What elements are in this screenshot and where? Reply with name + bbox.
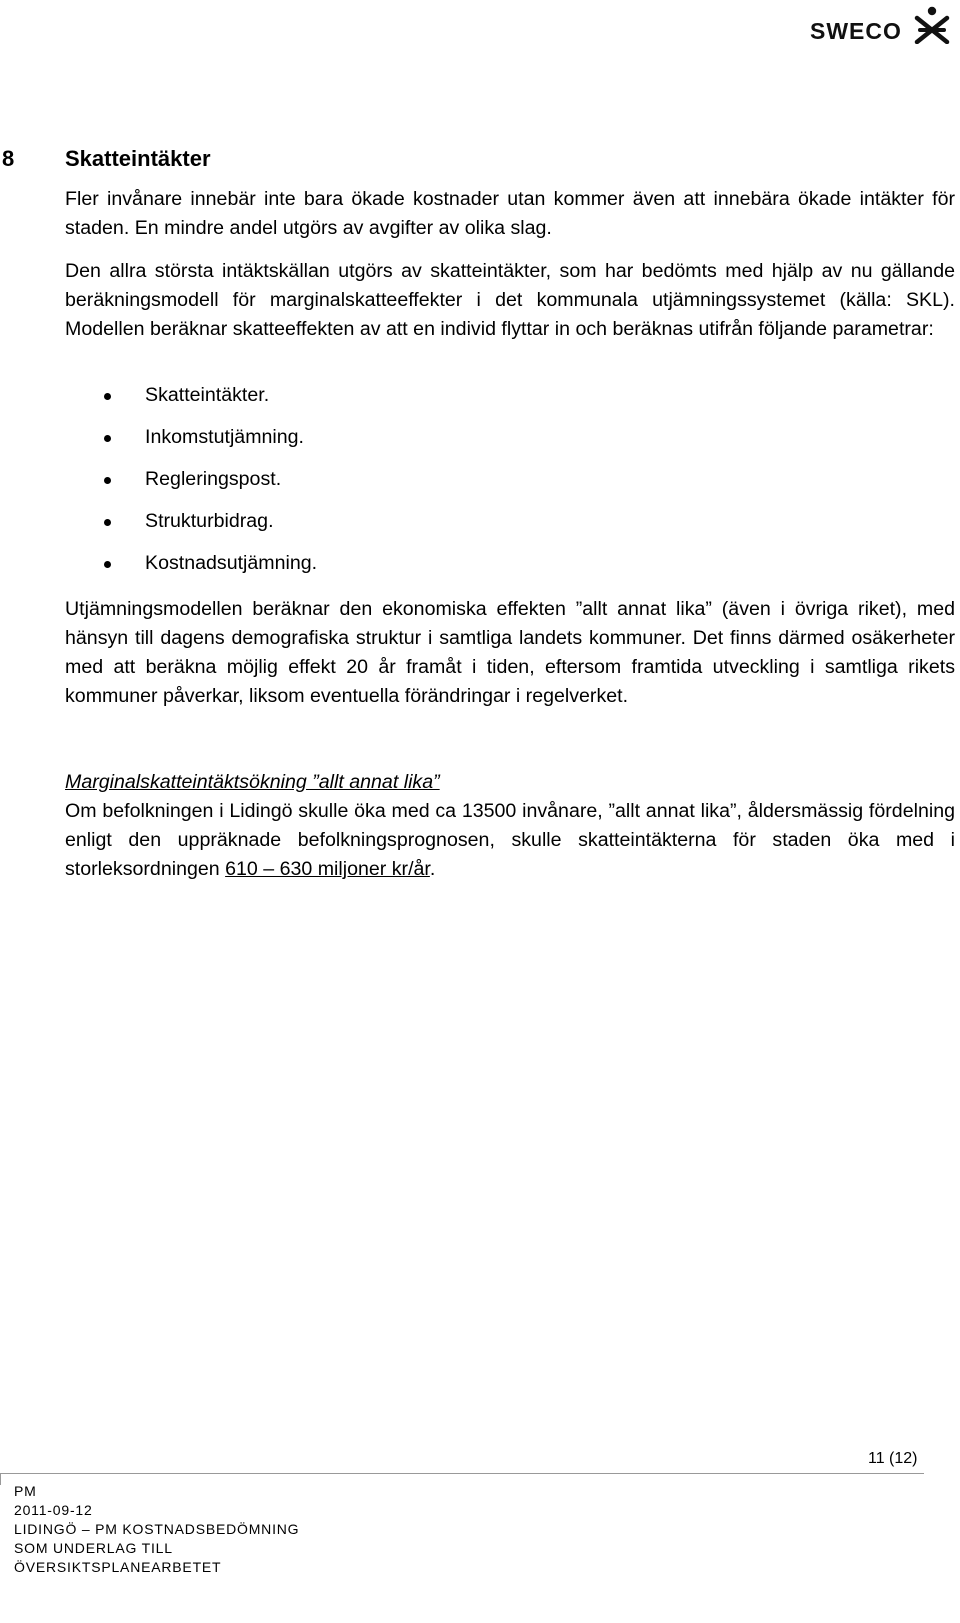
list-item-text: Regleringspost. [145,468,282,490]
list-item [0,465,900,507]
list-item [0,507,900,549]
subheading-marginal-tax: Marginalskatteintäktsökning ”allt annat lika” [65,771,440,793]
sweco-logo [810,6,956,44]
logo-wordmark: SWECO [810,18,902,44]
footer-divider-tick [0,1473,1,1485]
parameter-list [0,381,900,591]
paragraph-end: . [429,858,436,880]
bullet-icon [104,561,111,568]
footer-date: 2011-09-12 [14,1502,93,1518]
list-item [0,549,900,591]
footer-divider [0,1473,924,1474]
footer-line: ÖVERSIKTSPLANEARBETET [14,1559,222,1575]
list-item-text: Strukturbidrag. [145,510,274,532]
list-item [0,423,900,465]
revenue-amount: 610 – 630 miljoner kr/år [225,858,430,880]
bullet-icon [104,477,111,484]
footer-doc-type: PM [14,1483,37,1499]
paragraph-tax-model: Den allra största intäktskällan utgörs av skatteintäkter, som har bedömts med hjälp av nu gällande beräkningsmodell för marginalskatteeffekter i det kommunala utjämningssystemet (källa: SKL). Modellen beräknar skatteeffekten av att en individ flyttar in och beräknas utifrån följande parametrar: [65,260,955,340]
paragraph-equalization-model: Utjämningsmodellen beräknar den ekonomiska effekten ”allt annat lika” (även i övriga riket), med hänsyn till dagens demografiska struktur i samtliga landets kommuner. Det finns därmed osäkerheter med att beräkna möjlig effekt 20 år framåt i tiden, eftersom framtida utveckling i samtliga rikets kommuner påverkar, liksom eventuella förändringar i regelverket. [65,598,955,707]
list-item [0,381,900,423]
list-item-text: Kostnadsutjämning. [145,552,318,574]
page-number: 11 (12) [868,1450,918,1467]
sweco-symbol-icon [914,6,950,44]
paragraph-population-effect [65,797,955,884]
footer-line: SOM UNDERLAG TILL [14,1540,173,1556]
bullet-icon [104,393,111,400]
footer-line: LIDINGÖ – PM KOSTNADSBEDÖMNING [14,1521,300,1537]
footer [14,1482,299,1577]
section-title: Skatteintäkter [65,146,211,171]
list-item-text: Skatteintäkter. [145,384,270,406]
section-number: 8 [2,146,15,171]
paragraph-intro: Fler invånare innebär inte bara ökade kostnader utan kommer även att innebära ökade intäkter för staden. En mindre andel utgörs av avgifter av olika slag. [65,188,955,239]
list-item-text: Inkomstutjämning. [145,426,304,448]
bullet-icon [104,435,111,442]
paragraph-text: Om befolkningen i Lidingö skulle öka med ca 13500 invånare, ”allt annat lika”, åldersmässig fördelning enligt den uppräknade befolkningsprognosen, skulle skatteintäkterna för staden öka med i storleksordningen [65,800,955,880]
bullet-icon [104,519,111,526]
